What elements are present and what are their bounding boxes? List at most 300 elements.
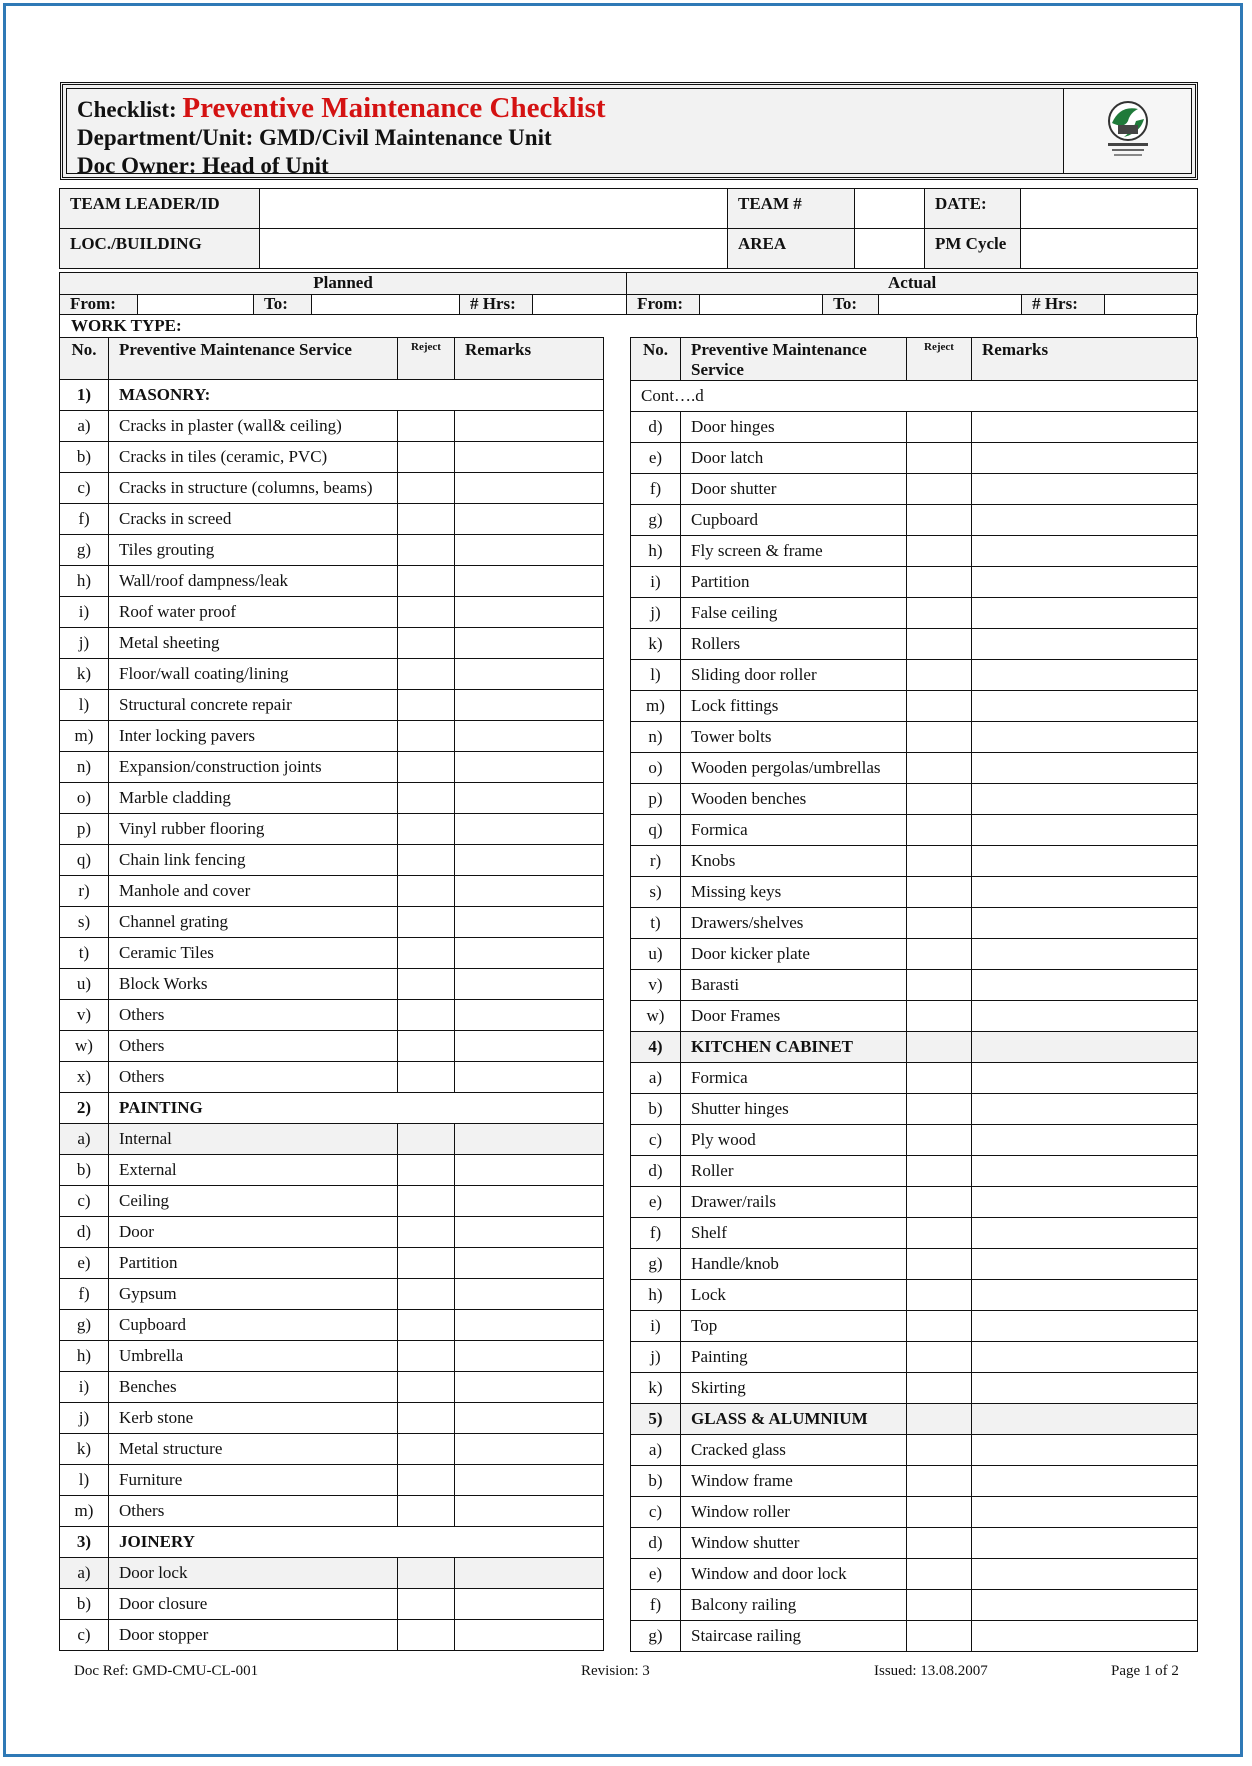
checklist-row — [60, 1062, 604, 1093]
item-service: Door hinges — [681, 412, 907, 443]
item-number: c) — [631, 1125, 681, 1156]
item-number: a) — [60, 1124, 109, 1155]
remarks-field[interactable] — [455, 659, 604, 690]
remarks-field[interactable] — [972, 1342, 1198, 1373]
remarks-field[interactable] — [972, 1435, 1198, 1466]
reject-checkbox-cell[interactable] — [398, 1155, 455, 1186]
item-number: u) — [631, 939, 681, 970]
checklist-row — [60, 411, 604, 442]
item-number: q) — [60, 845, 109, 876]
remarks-field[interactable] — [972, 1280, 1198, 1311]
item-number: c) — [60, 1186, 109, 1217]
item-service: Skirting — [681, 1373, 907, 1404]
reject-checkbox-cell[interactable] — [398, 473, 455, 504]
reject-checkbox-cell[interactable] — [907, 1156, 972, 1187]
section-row — [631, 1032, 1198, 1063]
item-service: Lock fittings — [681, 691, 907, 722]
item-number: g) — [631, 1249, 681, 1280]
reject-checkbox-cell[interactable] — [398, 1341, 455, 1372]
checklist-row — [60, 938, 604, 969]
reject-checkbox-cell[interactable] — [398, 1434, 455, 1465]
remarks-field[interactable] — [972, 939, 1198, 970]
remarks-field[interactable] — [455, 411, 604, 442]
item-number: g) — [60, 1310, 109, 1341]
actual-hrs-field[interactable] — [1105, 295, 1198, 315]
reject-checkbox-cell[interactable] — [907, 567, 972, 598]
remarks-field[interactable] — [455, 1031, 604, 1062]
remarks-field[interactable] — [972, 877, 1198, 908]
area-label: AREA — [728, 229, 855, 269]
reject-checkbox-cell[interactable] — [398, 1186, 455, 1217]
reject-checkbox-cell[interactable] — [907, 660, 972, 691]
item-number: e) — [60, 1248, 109, 1279]
remarks-field[interactable] — [455, 628, 604, 659]
remarks-field[interactable] — [455, 1124, 604, 1155]
reject-checkbox-cell[interactable] — [907, 815, 972, 846]
reject-checkbox-cell[interactable] — [907, 1590, 972, 1621]
item-number: r) — [60, 876, 109, 907]
checklist-row — [631, 1590, 1198, 1621]
col-reject-header: Reject — [398, 338, 455, 380]
reject-checkbox-cell[interactable] — [398, 1248, 455, 1279]
item-service: Metal sheeting — [109, 628, 398, 659]
remarks-field[interactable] — [972, 691, 1198, 722]
item-service: Door latch — [681, 443, 907, 474]
item-number: t) — [631, 908, 681, 939]
item-service: Cracks in structure (columns, beams) — [109, 473, 398, 504]
checklist-row — [60, 783, 604, 814]
reject-checkbox-cell[interactable] — [398, 814, 455, 845]
planned-to-field[interactable] — [312, 295, 460, 315]
reject-checkbox-cell[interactable] — [398, 1031, 455, 1062]
item-service: Door closure — [109, 1589, 398, 1620]
checklist-title: Preventive Maintenance Checklist — [182, 92, 606, 124]
checklist-row — [60, 1372, 604, 1403]
location-label: LOC./BUILDING — [60, 229, 260, 269]
remarks-field[interactable] — [972, 846, 1198, 877]
reject-checkbox-cell[interactable] — [398, 1279, 455, 1310]
checklist-row — [60, 1279, 604, 1310]
item-service: Shelf — [681, 1218, 907, 1249]
remarks-field[interactable] — [972, 412, 1198, 443]
reject-checkbox-cell[interactable] — [907, 1187, 972, 1218]
checklist-row — [60, 1589, 604, 1620]
item-service: Window shutter — [681, 1528, 907, 1559]
remarks-field[interactable] — [972, 1187, 1198, 1218]
reject-checkbox-cell[interactable] — [398, 690, 455, 721]
reject-checkbox-cell[interactable] — [907, 412, 972, 443]
item-service: Partition — [681, 567, 907, 598]
item-service: Inter locking pavers — [109, 721, 398, 752]
item-service: Vinyl rubber flooring — [109, 814, 398, 845]
remarks-field[interactable] — [455, 1341, 604, 1372]
item-number: m) — [60, 1496, 109, 1527]
item-number: d) — [631, 412, 681, 443]
reject-checkbox-cell[interactable] — [907, 1311, 972, 1342]
remarks-field[interactable] — [455, 1372, 604, 1403]
actual-to-field[interactable] — [879, 295, 1022, 315]
reject-checkbox-cell[interactable] — [398, 752, 455, 783]
item-number: j) — [60, 1403, 109, 1434]
checklist-row — [631, 1280, 1198, 1311]
reject-checkbox-cell[interactable] — [907, 1218, 972, 1249]
item-number: p) — [631, 784, 681, 815]
item-number: o) — [60, 783, 109, 814]
remarks-field[interactable] — [972, 474, 1198, 505]
remarks-field[interactable] — [972, 567, 1198, 598]
remarks-field[interactable] — [455, 1186, 604, 1217]
planned-hrs-label: # Hrs: — [460, 295, 533, 315]
checklist-right-header — [631, 338, 1198, 381]
reject-checkbox-cell[interactable] — [398, 1496, 455, 1527]
reject-checkbox-cell[interactable] — [398, 845, 455, 876]
item-service: Lock — [681, 1280, 907, 1311]
item-service: Barasti — [681, 970, 907, 1001]
remarks-field[interactable] — [972, 815, 1198, 846]
remarks-field[interactable] — [972, 1373, 1198, 1404]
remarks-field[interactable] — [972, 1559, 1198, 1590]
reject-checkbox-cell[interactable] — [398, 1000, 455, 1031]
item-number: h) — [631, 1280, 681, 1311]
planned-from-field[interactable] — [138, 295, 254, 315]
reject-checkbox-cell[interactable] — [907, 1280, 972, 1311]
planned-header: Planned — [60, 273, 627, 295]
item-service: Window frame — [681, 1466, 907, 1497]
remarks-field[interactable] — [455, 1434, 604, 1465]
remarks-field[interactable] — [972, 1311, 1198, 1342]
team-no-field[interactable] — [855, 189, 925, 229]
item-number: f) — [60, 504, 109, 535]
checklist-row — [631, 1249, 1198, 1280]
item-number: e) — [631, 1187, 681, 1218]
reject-checkbox-cell[interactable] — [398, 442, 455, 473]
item-service: Marble cladding — [109, 783, 398, 814]
reject-checkbox-cell[interactable] — [907, 939, 972, 970]
item-service: Channel grating — [109, 907, 398, 938]
checklist-row — [631, 1218, 1198, 1249]
reject-checkbox-cell[interactable] — [398, 597, 455, 628]
item-number: i) — [60, 597, 109, 628]
checklist-row — [631, 691, 1198, 722]
item-service: Internal — [109, 1124, 398, 1155]
remarks-field[interactable] — [972, 505, 1198, 536]
section-remarks-cell — [972, 1032, 1198, 1063]
remarks-field[interactable] — [455, 1403, 604, 1434]
reject-checkbox-cell[interactable] — [398, 1124, 455, 1155]
work-type-label: WORK TYPE: — [59, 315, 1197, 337]
remarks-field[interactable] — [455, 1279, 604, 1310]
reject-checkbox-cell[interactable] — [907, 598, 972, 629]
area-field[interactable] — [855, 229, 925, 269]
reject-checkbox-cell[interactable] — [907, 505, 972, 536]
item-number: e) — [631, 443, 681, 474]
reject-checkbox-cell[interactable] — [398, 659, 455, 690]
item-number: n) — [631, 722, 681, 753]
reject-checkbox-cell[interactable] — [398, 535, 455, 566]
reject-checkbox-cell[interactable] — [907, 908, 972, 939]
planned-from-label: From: — [60, 295, 138, 315]
reject-checkbox-cell[interactable] — [907, 1559, 972, 1590]
remarks-field[interactable] — [972, 1528, 1198, 1559]
actual-from-label: From: — [627, 295, 700, 315]
reject-checkbox-cell[interactable] — [907, 722, 972, 753]
reject-checkbox-cell[interactable] — [398, 938, 455, 969]
document-header — [60, 82, 1198, 180]
checklist-row — [60, 690, 604, 721]
reject-checkbox-cell[interactable] — [907, 1001, 972, 1032]
reject-checkbox-cell[interactable] — [398, 907, 455, 938]
remarks-field[interactable] — [455, 1062, 604, 1093]
remarks-field[interactable] — [972, 1001, 1198, 1032]
checklist-label: Checklist: — [77, 97, 177, 122]
remarks-field[interactable] — [455, 1558, 604, 1589]
item-service: Formica — [681, 815, 907, 846]
item-service: Wall/roof dampness/leak — [109, 566, 398, 597]
remarks-field[interactable] — [972, 1497, 1198, 1528]
col-service-header: Preventive Maintenance Service — [109, 338, 398, 380]
remarks-field[interactable] — [455, 721, 604, 752]
reject-checkbox-cell[interactable] — [398, 411, 455, 442]
checklist-row — [631, 474, 1198, 505]
item-number: w) — [631, 1001, 681, 1032]
item-service: Cracks in plaster (wall& ceiling) — [109, 411, 398, 442]
remarks-field[interactable] — [972, 1094, 1198, 1125]
checklist-row — [60, 1403, 604, 1434]
reject-checkbox-cell[interactable] — [398, 566, 455, 597]
remarks-field[interactable] — [972, 1063, 1198, 1094]
reject-checkbox-cell[interactable] — [907, 1249, 972, 1280]
checklist-row — [631, 815, 1198, 846]
item-service: Door lock — [109, 1558, 398, 1589]
section-number: 1) — [60, 380, 109, 411]
section-title: GLASS & ALUMNIUM — [681, 1404, 907, 1435]
remarks-field[interactable] — [455, 783, 604, 814]
remarks-field[interactable] — [972, 1621, 1198, 1652]
remarks-field[interactable] — [972, 1466, 1198, 1497]
section-reject-cell — [907, 1032, 972, 1063]
checklist-row — [631, 1466, 1198, 1497]
reject-checkbox-cell[interactable] — [398, 1589, 455, 1620]
remarks-field[interactable] — [455, 690, 604, 721]
item-number: e) — [631, 1559, 681, 1590]
reject-checkbox-cell[interactable] — [398, 504, 455, 535]
remarks-field[interactable] — [972, 536, 1198, 567]
reject-checkbox-cell[interactable] — [907, 1125, 972, 1156]
remarks-field[interactable] — [972, 753, 1198, 784]
remarks-field[interactable] — [455, 814, 604, 845]
reject-checkbox-cell[interactable] — [398, 1620, 455, 1651]
remarks-field[interactable] — [972, 1125, 1198, 1156]
continued-row — [631, 381, 1198, 412]
section-title: JOINERY — [109, 1527, 604, 1558]
section-row — [60, 1093, 604, 1124]
issued-date: Issued: 13.08.2007 — [874, 1663, 988, 1679]
remarks-field[interactable] — [455, 938, 604, 969]
reject-checkbox-cell[interactable] — [907, 629, 972, 660]
reject-checkbox-cell[interactable] — [398, 1062, 455, 1093]
reject-checkbox-cell[interactable] — [907, 536, 972, 567]
remarks-field[interactable] — [972, 908, 1198, 939]
item-number: j) — [631, 1342, 681, 1373]
checklist-row — [60, 535, 604, 566]
remarks-field[interactable] — [455, 969, 604, 1000]
reject-checkbox-cell[interactable] — [398, 1217, 455, 1248]
checklist-row — [60, 1434, 604, 1465]
item-number: j) — [631, 598, 681, 629]
remarks-field[interactable] — [455, 1155, 604, 1186]
checklist-row — [631, 753, 1198, 784]
remarks-field[interactable] — [455, 1000, 604, 1031]
remarks-field[interactable] — [972, 970, 1198, 1001]
item-number: v) — [631, 970, 681, 1001]
reject-checkbox-cell[interactable] — [907, 1094, 972, 1125]
reject-checkbox-cell[interactable] — [398, 721, 455, 752]
item-number: d) — [60, 1217, 109, 1248]
remarks-field[interactable] — [455, 876, 604, 907]
reject-checkbox-cell[interactable] — [907, 443, 972, 474]
checklist-row — [60, 659, 604, 690]
remarks-field[interactable] — [972, 1249, 1198, 1280]
reject-checkbox-cell[interactable] — [907, 1466, 972, 1497]
remarks-field[interactable] — [455, 1589, 604, 1620]
reject-checkbox-cell[interactable] — [398, 969, 455, 1000]
remarks-field[interactable] — [455, 504, 604, 535]
section-number: 4) — [631, 1032, 681, 1063]
logo-cell — [1063, 89, 1191, 173]
reject-checkbox-cell[interactable] — [907, 970, 972, 1001]
item-service: Door stopper — [109, 1620, 398, 1651]
item-number: m) — [631, 691, 681, 722]
remarks-field[interactable] — [455, 566, 604, 597]
item-service: Chain link fencing — [109, 845, 398, 876]
remarks-field[interactable] — [455, 1496, 604, 1527]
item-service: Umbrella — [109, 1341, 398, 1372]
reject-checkbox-cell[interactable] — [398, 876, 455, 907]
location-field[interactable] — [260, 229, 728, 269]
department-line: Department/Unit: GMD/Civil Maintenance Unit — [77, 125, 552, 150]
remarks-field[interactable] — [455, 1248, 604, 1279]
item-service: Door kicker plate — [681, 939, 907, 970]
actual-hrs-label: # Hrs: — [1022, 295, 1105, 315]
col-no-header: No. — [60, 338, 109, 380]
checklist-row — [60, 907, 604, 938]
remarks-field[interactable] — [972, 722, 1198, 753]
remarks-field[interactable] — [455, 597, 604, 628]
reject-checkbox-cell[interactable] — [907, 1435, 972, 1466]
section-number: 3) — [60, 1527, 109, 1558]
checklist-left — [59, 337, 604, 1651]
item-service: Ply wood — [681, 1125, 907, 1156]
remarks-field[interactable] — [972, 629, 1198, 660]
item-number: l) — [60, 690, 109, 721]
remarks-field[interactable] — [972, 1156, 1198, 1187]
planned-to-label: To: — [254, 295, 312, 315]
remarks-field[interactable] — [972, 1218, 1198, 1249]
reject-checkbox-cell[interactable] — [907, 1497, 972, 1528]
item-number: k) — [631, 1373, 681, 1404]
remarks-field[interactable] — [455, 907, 604, 938]
item-number: u) — [60, 969, 109, 1000]
item-service: Partition — [109, 1248, 398, 1279]
reject-checkbox-cell[interactable] — [398, 1558, 455, 1589]
item-number: c) — [60, 1620, 109, 1651]
remarks-field[interactable] — [455, 535, 604, 566]
checklist-row — [631, 939, 1198, 970]
reject-checkbox-cell[interactable] — [907, 1528, 972, 1559]
reject-checkbox-cell[interactable] — [907, 691, 972, 722]
section-title: KITCHEN CABINET — [681, 1032, 907, 1063]
reject-checkbox-cell[interactable] — [398, 1465, 455, 1496]
remarks-field[interactable] — [455, 1310, 604, 1341]
planned-hrs-field[interactable] — [533, 295, 627, 315]
remarks-field[interactable] — [455, 752, 604, 783]
remarks-field[interactable] — [455, 473, 604, 504]
remarks-field[interactable] — [455, 442, 604, 473]
remarks-field[interactable] — [972, 443, 1198, 474]
item-number: g) — [631, 505, 681, 536]
reject-checkbox-cell[interactable] — [398, 783, 455, 814]
remarks-field[interactable] — [455, 1465, 604, 1496]
reject-checkbox-cell[interactable] — [907, 753, 972, 784]
reject-checkbox-cell[interactable] — [907, 784, 972, 815]
reject-checkbox-cell[interactable] — [398, 1372, 455, 1403]
item-service: Handle/knob — [681, 1249, 907, 1280]
reject-checkbox-cell[interactable] — [907, 474, 972, 505]
remarks-field[interactable] — [455, 1217, 604, 1248]
item-number: v) — [60, 1000, 109, 1031]
pm-cycle-label: PM Cycle — [925, 229, 1021, 269]
remarks-field[interactable] — [972, 598, 1198, 629]
item-service: Door — [109, 1217, 398, 1248]
actual-from-field[interactable] — [700, 295, 823, 315]
checklist-row — [60, 845, 604, 876]
item-service: False ceiling — [681, 598, 907, 629]
pm-cycle-field[interactable] — [1021, 229, 1198, 269]
team-leader-field[interactable] — [260, 189, 728, 229]
item-number: g) — [60, 535, 109, 566]
checklist-row — [60, 721, 604, 752]
remarks-field[interactable] — [972, 1590, 1198, 1621]
reject-checkbox-cell[interactable] — [907, 1621, 972, 1652]
item-service: Others — [109, 1031, 398, 1062]
checklist-row — [60, 1465, 604, 1496]
reject-checkbox-cell[interactable] — [907, 1342, 972, 1373]
remarks-field[interactable] — [972, 660, 1198, 691]
item-service: Door shutter — [681, 474, 907, 505]
reject-checkbox-cell[interactable] — [398, 1403, 455, 1434]
checklist-row — [631, 1187, 1198, 1218]
reject-checkbox-cell[interactable] — [398, 1310, 455, 1341]
reject-checkbox-cell[interactable] — [907, 846, 972, 877]
remarks-field[interactable] — [972, 784, 1198, 815]
reject-checkbox-cell[interactable] — [907, 877, 972, 908]
section-row — [631, 1404, 1198, 1435]
checklist-row — [631, 1559, 1198, 1590]
header-text — [77, 94, 606, 180]
remarks-field[interactable] — [455, 1620, 604, 1651]
item-service: Door Frames — [681, 1001, 907, 1032]
item-service: Window and door lock — [681, 1559, 907, 1590]
item-number: i) — [631, 1311, 681, 1342]
remarks-field[interactable] — [455, 845, 604, 876]
item-number: h) — [60, 566, 109, 597]
date-field[interactable] — [1021, 189, 1198, 229]
reject-checkbox-cell[interactable] — [907, 1063, 972, 1094]
reject-checkbox-cell[interactable] — [907, 1373, 972, 1404]
checklist-row — [631, 722, 1198, 753]
item-service: Metal structure — [109, 1434, 398, 1465]
reject-checkbox-cell[interactable] — [398, 628, 455, 659]
